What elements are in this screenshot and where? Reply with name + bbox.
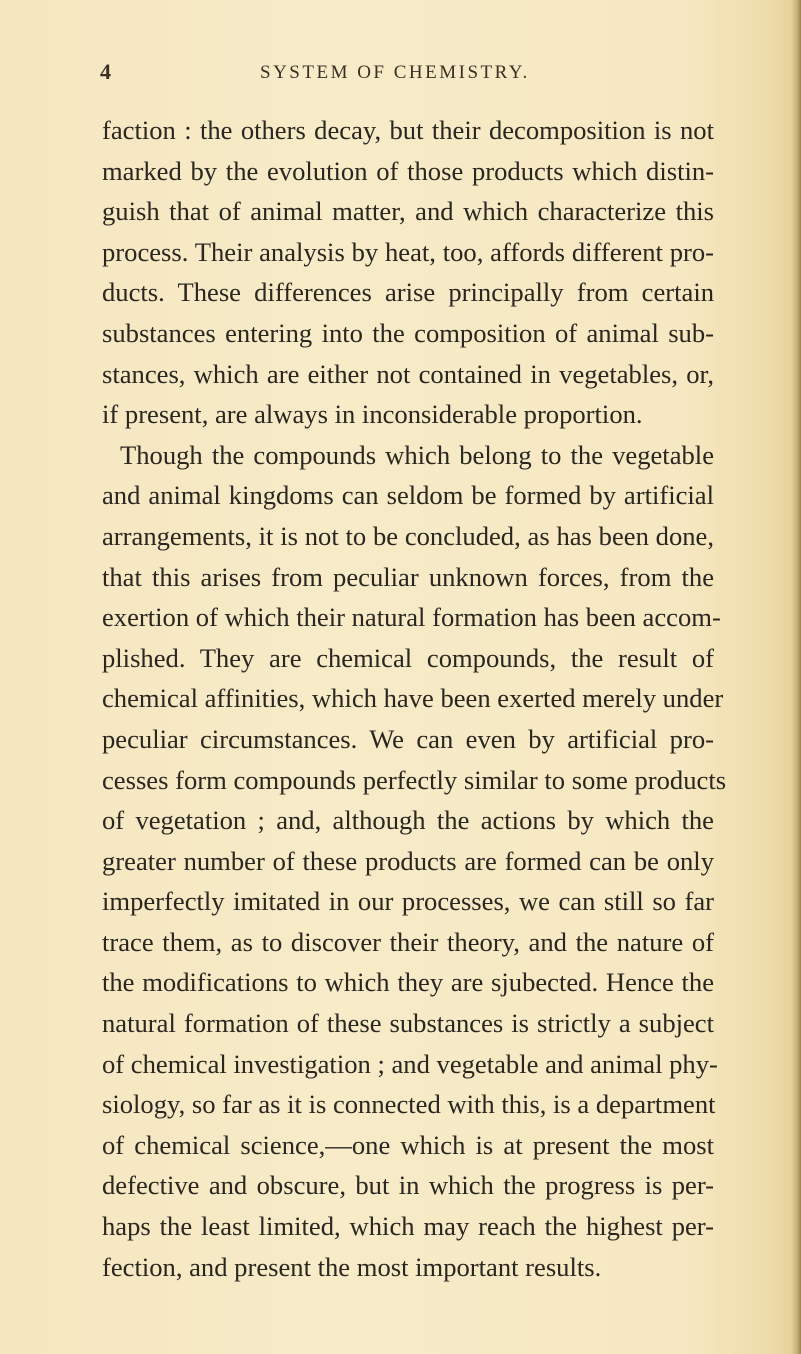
body-text (102, 110, 727, 1287)
text-line: faction : the others decay, but their decomposition is not (102, 115, 714, 145)
text-line: plished. They are chemical compounds, the result of (102, 642, 714, 673)
text-line: fection, and present the most important results. (102, 1251, 602, 1282)
text-line: of vegetation ; and, although the actions by which the (102, 805, 714, 836)
text-line: if present, are always in inconsiderable proportion. (102, 399, 643, 430)
page-edge-shadow (791, 0, 801, 1354)
text-line: natural formation of these substances is strictly a subject (102, 1008, 714, 1039)
text-line: that this arises from peculiar unknown forces, from the (102, 561, 714, 592)
page-number: 4 (100, 59, 111, 84)
text-line: marked by the evolution of those products which distin- (102, 155, 714, 186)
text-line: cesses form compounds perfectly similar to some products (102, 764, 727, 795)
text-line: process. Their analysis by heat, too, affords different pro- (102, 236, 714, 267)
text-line: defective and obscure, but in which the progress is per- (102, 1170, 714, 1201)
text-line: of chemical science,—one which is at present the most (102, 1129, 714, 1160)
text-line: substances entering into the composition of animal sub- (102, 317, 714, 348)
text-line: ducts. These differences arise principally from certain (102, 277, 714, 308)
text-line: exertion of which their natural formation has been accom- (102, 602, 721, 633)
text-line: greater number of these products are formed can be only (102, 845, 714, 876)
text-line: and animal kingdoms can seldom be formed by artificial (102, 480, 714, 511)
text-line: siology, so far as it is connected with this, is a department (102, 1089, 716, 1120)
text-line: of chemical investigation ; and vegetable and animal phy- (102, 1048, 718, 1079)
text-line: trace them, as to discover their theory, and the nature of (102, 926, 714, 957)
text-line: guish that of animal matter, and which characterize this (102, 196, 714, 227)
running-head: SYSTEM OF CHEMISTRY. (260, 62, 530, 83)
text-line: arrangements, it is not to be concluded, as has been done, (102, 520, 714, 551)
text-line: peculiar circumstances. We can even by artificial pro- (102, 723, 714, 754)
text-line: imperfectly imitated in our processes, we can still so far (102, 886, 714, 917)
text-line: chemical affinities, which have been exerted merely under (102, 683, 724, 714)
text-line: haps the least limited, which may reach the highest per- (102, 1211, 714, 1242)
text-line: stances, which are either not contained in vegetables, or, (102, 358, 714, 389)
page-header (100, 58, 700, 90)
text-line: Though the compounds which belong to the vegetable (120, 439, 714, 470)
text-line: the modifications to which they are sjubected. Hence the (102, 967, 714, 998)
